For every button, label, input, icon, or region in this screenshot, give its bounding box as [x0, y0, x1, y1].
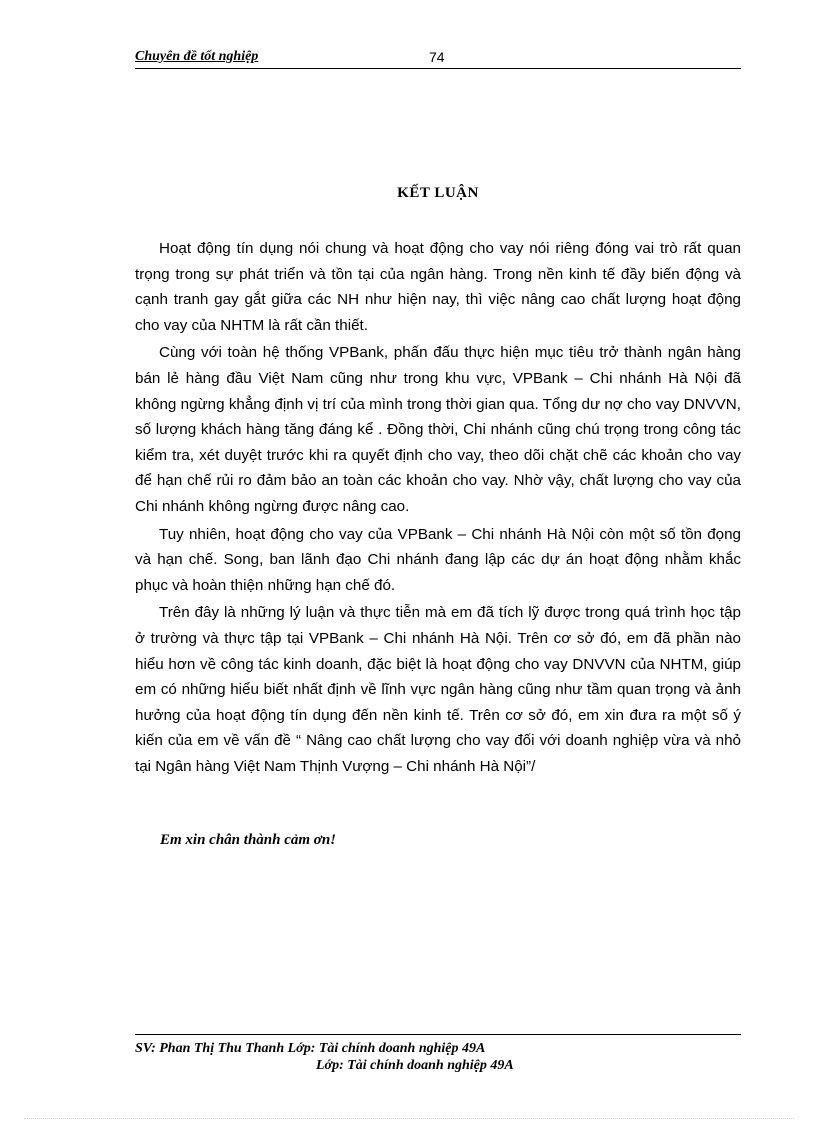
paragraph-3: Tuy nhiên, hoạt động cho vay của VPBank – Chi nhánh Hà Nội còn một số tồn đọng và hạn chế. Song, ban lãnh đạo Chi nhánh đang lập các dự án hoạt động nhằm khắc phục và hoàn thiện những hạn chế đó. [135, 525, 741, 594]
page-header [135, 48, 741, 69]
paragraph-4: Trên đây là những lý luận và thực tiễn mà em đã tích lỹ được trong quá trình học tập ở trường và thực tập tại VPBank – Chi nhánh Hà Nội. Trên cơ sở đó, em đã phần nào hiểu hơn về công tác kinh doanh, đặc biệt là hoạt động cho vay DNVVN của NHTM, giúp em có những hiểu biết nhất định về lĩnh vực ngân hàng cũng như tầm quan trọng và ảnh hưởng của hoạt động tín dụng đến nền kinh tế. Trên cơ sở đó, em xin đưa ra một số ý kiến của em về vấn đề “ Nâng cao chất lượng cho vay đối với doanh nghiệp vừa và nhỏ tại Ngân hàng Việt Nam Thịnh Vượng – Chi nhánh Hà Nội”/ [135, 604, 741, 775]
footer-divider [135, 1034, 741, 1035]
footer-class-line: Lớp: Tài chính doanh nghiệp 49A [316, 1058, 514, 1073]
paragraph-1: Hoạt động tín dụng nói chung và hoạt động cho vay nói riêng đóng vai trò rất quan trọng trong sự phát triển và tồn tại của ngân hàng. Trong nền kinh tế đầy biến động và cạnh tranh gay gắt giữa các NH như hiện nay, thì việc nâng cao chất lượng hoạt động cho vay của NHTM là rất cần thiết. [135, 240, 741, 334]
header-title: Chuyên đề tốt nghiệp [135, 49, 259, 64]
closing-thanks: Em xin chân thành cảm ơn! [160, 832, 337, 848]
body-text [135, 236, 741, 781]
section-heading: KẾT LUẬN [397, 185, 479, 201]
page-bottom-edge [24, 1118, 794, 1119]
page-number: 74 [429, 49, 445, 65]
footer-student-line: SV: Phan Thị Thu Thanh Lớp: Tài chính doanh nghiệp 49A [135, 1041, 486, 1056]
paragraph-2: Cùng với toàn hệ thống VPBank, phấn đấu thực hiện mục tiêu trở thành ngân hàng bán lẻ hàng đầu Việt Nam cũng như trong khu vực, VPBank – Chi nhánh Hà Nội đã không ngừng khẳng định vị trí của mình trong thời gian qua. Tổng dư nợ cho vay DNVVN, số lượng khách hàng tăng đáng kể . Đồng thời, Chi nhánh cũng chú trọng trong công tác kiểm tra, xét duyệt trước khi ra quyết định cho vay, theo dõi chặt chẽ các khoản cho vay để hạn chế rủi ro đảm bảo an toàn các khoản cho vay. Nhờ vậy, chất lượng cho vay của Chi nhánh không ngừng được nâng cao. [135, 344, 741, 515]
